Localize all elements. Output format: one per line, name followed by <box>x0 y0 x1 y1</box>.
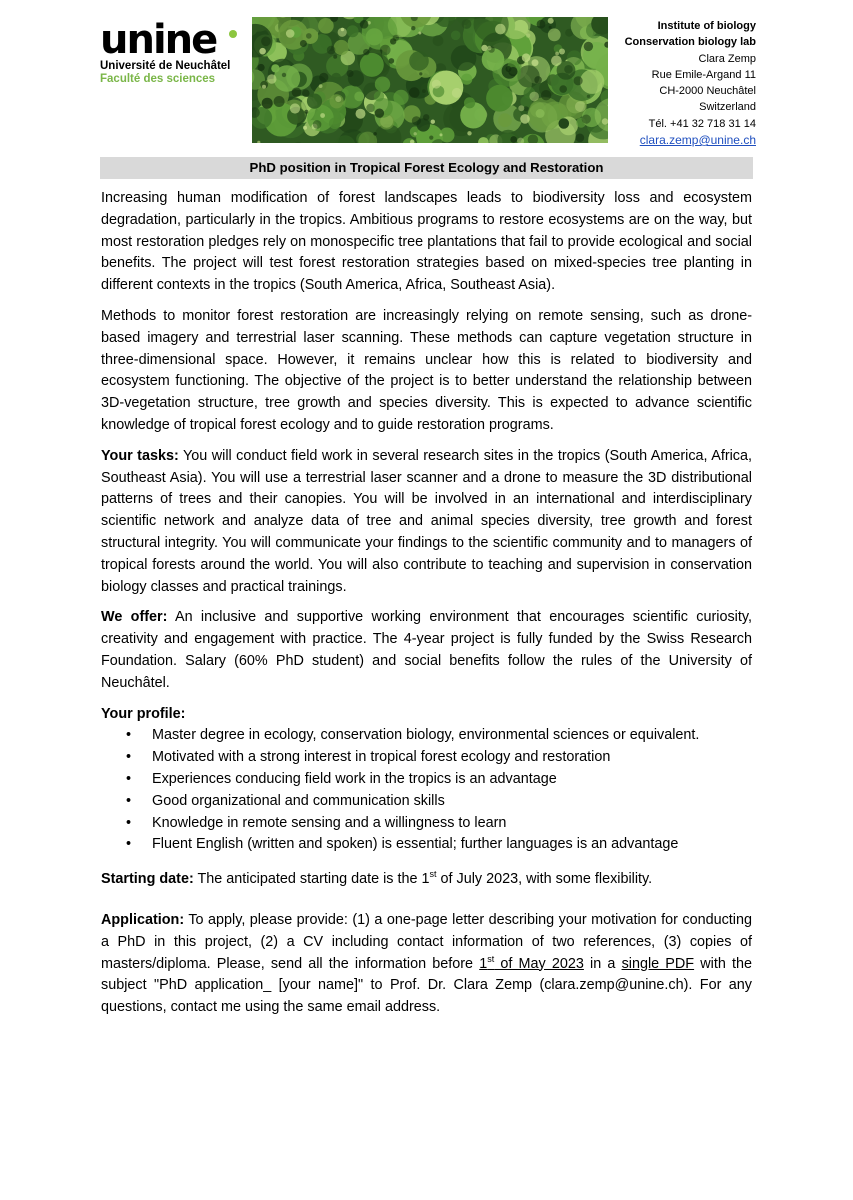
canopy-highlight-shape <box>261 37 271 47</box>
address-city: CH-2000 Neuchâtel <box>659 85 756 98</box>
canopy-highlight-shape <box>452 88 462 98</box>
list-item <box>126 813 752 835</box>
single-pdf-text: single PDF <box>621 955 695 972</box>
canopy-highlight-shape <box>422 89 426 93</box>
canopy-highlight-shape <box>520 114 530 124</box>
canopy-highlight-shape <box>282 73 286 77</box>
canopy-highlight-shape <box>290 103 300 113</box>
bullet-icon: • <box>126 836 132 853</box>
offer-label: We offer: <box>101 609 168 626</box>
starting-date-text-end: of July 2023, with some flexibility. <box>436 871 653 888</box>
profile-item-text: Master degree in ecology, conservation biology, environmental sciences or equivalent. <box>152 727 700 744</box>
logo-wordmark: unine <box>100 17 217 63</box>
tasks-label: Your tasks: <box>101 447 179 464</box>
tree-crown-shape <box>451 31 461 41</box>
profile-item-text: Experiences conducing field work in the tropics is an advantage <box>152 770 557 787</box>
tree-crown-shape <box>433 35 444 46</box>
canopy-highlight-shape <box>267 74 276 83</box>
canopy-highlight-shape <box>292 87 302 97</box>
canopy-highlight-shape <box>286 29 295 38</box>
canopy-highlight-shape <box>522 53 531 62</box>
canopy-highlight-shape <box>319 73 328 82</box>
deadline-day: 1 <box>479 955 488 972</box>
canopy-highlight-shape <box>302 89 310 97</box>
address-phone: Tél. +41 32 718 31 14 <box>648 117 756 130</box>
faculty-name: Faculté des sciences <box>100 73 216 85</box>
address-lab: Conservation biology lab <box>624 36 756 49</box>
canopy-highlight-shape <box>419 72 422 75</box>
canopy-highlight-shape <box>262 85 266 89</box>
canopy-highlight-shape <box>373 132 377 136</box>
canopy-highlight-shape <box>274 96 285 107</box>
canopy-highlight-shape <box>440 133 443 136</box>
canopy-highlight-shape <box>375 109 384 118</box>
tree-crown-shape <box>486 85 513 112</box>
canopy-highlight-shape <box>306 33 312 39</box>
tree-crown-shape <box>498 113 512 127</box>
canopy-highlight-shape <box>432 80 441 89</box>
forest-canopy-illustration <box>252 17 608 143</box>
canopy-highlight-shape <box>423 114 429 120</box>
methods-paragraph: Methods to monitor forest restoration are increasingly relying on remote sensing, such as drone-based imagery and terrestrial laser scanning. These methods can capture vegetation structure in three-dimensional space. However, it remains unclear how this is related to biodiversity and ecosystem functioning. The objective of the project is to better understand the relationship between 3D-vegetation structure, tree growth and species diversity. This is expected to advance scientific knowledge of tropical forest ecology and to guide restoration programs. <box>101 307 752 433</box>
canopy-highlight-shape <box>481 45 487 51</box>
canopy-highlight-shape <box>537 20 546 29</box>
list-item <box>126 834 752 856</box>
canopy-highlight-shape <box>506 66 512 72</box>
bullet-icon: • <box>126 814 132 831</box>
canopy-highlight-shape <box>262 98 273 109</box>
canopy-highlight-shape <box>429 136 433 140</box>
bullet-icon: • <box>126 727 132 744</box>
application-text-2: in a <box>583 955 622 972</box>
tree-crown-shape <box>374 91 384 101</box>
contact-email-link[interactable]: clara.zemp@unine.ch <box>639 133 756 148</box>
canopy-highlight-shape <box>532 59 539 66</box>
canopy-highlight-shape <box>300 40 307 47</box>
application-text-3: with the subject "PhD application_ [your name]" to Prof. Dr. Clara Zemp (clara.zemp@unine.ch). For any questions, contact me using the same email address. <box>101 955 752 1016</box>
canopy-highlight-shape <box>418 32 421 35</box>
bullet-icon: • <box>126 749 132 766</box>
profile-list <box>101 725 752 856</box>
intro-paragraph: Increasing human modification of forest landscapes leads to biodiversity loss and ecosystem degradation, particularly in the tropics. Ambitious programs to restore ecosystems are on the way, but most restoration pledges rely on monospecific tree plantations that fail to provide ecological and social benefits. The project will test forest restoration strategies based on mixed-species tree planting in different contexts in the tropics (South America, Africa, Southeast Asia). <box>101 190 752 294</box>
canopy-highlight-shape <box>319 84 323 88</box>
tree-crown-shape <box>462 19 472 29</box>
canopy-highlight-shape <box>380 45 391 56</box>
canopy-highlight-shape <box>335 96 341 102</box>
university-name: Université de Neuchâtel <box>100 60 231 72</box>
canopy-highlight-shape <box>414 132 417 135</box>
profile-item-text: Knowledge in remote sensing and a willingness to learn <box>152 814 507 831</box>
tree-crown-shape <box>409 51 429 71</box>
canopy-highlight-shape <box>258 64 265 71</box>
bullet-icon: • <box>126 770 132 787</box>
canopy-highlight-shape <box>389 58 395 64</box>
address-contact-name: Clara Zemp <box>698 52 756 65</box>
application-label: Application: <box>101 911 185 928</box>
canopy-highlight-shape <box>409 87 420 98</box>
tree-crown-shape <box>331 73 341 83</box>
list-item <box>126 747 752 769</box>
profile-item-text: Good organizational and communication skills <box>152 792 445 809</box>
canopy-highlight-shape <box>411 26 415 30</box>
deadline-sup: st <box>487 953 495 964</box>
canopy-highlight-shape <box>363 49 369 55</box>
canopy-highlight-shape <box>541 90 551 100</box>
bullet-icon: • <box>126 792 132 809</box>
offer-text: An inclusive and supportive working environment that encourages scientific curiosity, creativity and engagement with practice. The 4-year project is fully funded by the Swiss Research Foundation. Salary (60% PhD student) and social benefits follow the rules of the University of Neuchâtel. <box>101 609 752 691</box>
address-street: Rue Emile-Argand 11 <box>651 68 756 81</box>
application-deadline <box>479 953 584 972</box>
address-block <box>556 18 756 149</box>
canopy-highlight-shape <box>333 55 337 59</box>
address-country: Switzerland <box>699 101 756 114</box>
canopy-highlight-shape <box>526 33 530 37</box>
tree-crown-shape <box>347 25 359 37</box>
canopy-highlight-shape <box>487 46 492 51</box>
profile-item-text: Fluent English (written and spoken) is essential; further languages is an advantage <box>152 836 679 853</box>
canopy-highlight-shape <box>518 105 524 111</box>
canopy-highlight-shape <box>548 18 554 24</box>
canopy-highlight-shape <box>347 70 354 77</box>
logo-green-dot-icon <box>229 30 237 38</box>
canopy-highlight-shape <box>360 20 369 29</box>
tree-crown-shape <box>464 97 475 108</box>
canopy-highlight-shape <box>534 76 542 84</box>
profile-heading: Your profile: <box>101 705 186 722</box>
tree-crown-shape <box>536 109 545 118</box>
address-institute: Institute of biology <box>657 20 756 32</box>
tasks-paragraph <box>101 446 752 599</box>
tree-crown-shape <box>329 118 341 130</box>
tree-crown-shape <box>334 40 349 55</box>
canopy-highlight-shape <box>495 24 506 35</box>
tree-crown-shape <box>307 94 322 109</box>
canopy-highlight-shape <box>510 136 517 143</box>
canopy-highlight-shape <box>549 26 552 29</box>
canopy-highlight-shape <box>356 109 366 119</box>
list-item <box>126 769 752 791</box>
offer-paragraph <box>101 607 752 694</box>
canopy-highlight-shape <box>529 92 539 102</box>
list-item <box>126 725 752 747</box>
canopy-highlight-shape <box>338 28 347 37</box>
starting-date-paragraph <box>101 869 752 891</box>
tasks-text: You will conduct field work in several research sites in the tropics (South America, Africa, Southeast Asia). You will use a terrestrial laser scanner and a drone to measure the 3D distributional patterns of trees and their canopies. You will be involved in an international and interdisciplinary scientific network and analyze data of tree and animal species diversity, tree growth and forest structural integrity. You will communicate your findings to the scientific community and to managers of tropical forests around the world. You will also contribute to teaching and supervision in conservation biology classes and practical trainings. <box>101 447 753 595</box>
starting-date-text: The anticipated starting date is the 1 <box>193 871 430 888</box>
canopy-highlight-shape <box>304 110 308 114</box>
tree-crown-shape <box>360 53 384 77</box>
tree-crown-shape <box>375 77 390 92</box>
forest-canopy-image <box>252 17 608 143</box>
canopy-highlight-shape <box>313 120 322 129</box>
list-item <box>126 791 752 813</box>
canopy-highlight-shape <box>431 120 435 124</box>
canopy-highlight-shape <box>303 126 307 130</box>
application-text: To apply, please provide: (1) a one-page letter describing your motivation for conducting a PhD in this project, (2) a CV including contact information of two references, (3) copies of masters/diploma. Please, send all the information before <box>101 911 752 972</box>
canopy-highlight-shape <box>259 48 266 55</box>
tree-crown-shape <box>461 74 472 85</box>
starting-date-label: Starting date: <box>101 871 194 888</box>
application-paragraph <box>101 910 752 1019</box>
tree-crown-shape <box>393 90 408 105</box>
canopy-highlight-shape <box>412 116 421 125</box>
document-body <box>101 188 752 1028</box>
canopy-highlight-shape <box>327 46 336 55</box>
deadline-rest: of May 2023 <box>494 955 584 972</box>
profile-item-text: Motivated with a strong interest in tropical forest ecology and restoration <box>152 749 611 766</box>
starting-date-sup: st <box>429 869 437 880</box>
university-logo <box>100 17 250 86</box>
tree-crown-shape <box>307 105 334 132</box>
canopy-highlight-shape <box>320 113 325 118</box>
page-title: PhD position in Tropical Forest Ecology and Restoration <box>100 157 753 179</box>
canopy-highlight-shape <box>467 131 471 135</box>
canopy-highlight-shape <box>393 35 399 41</box>
